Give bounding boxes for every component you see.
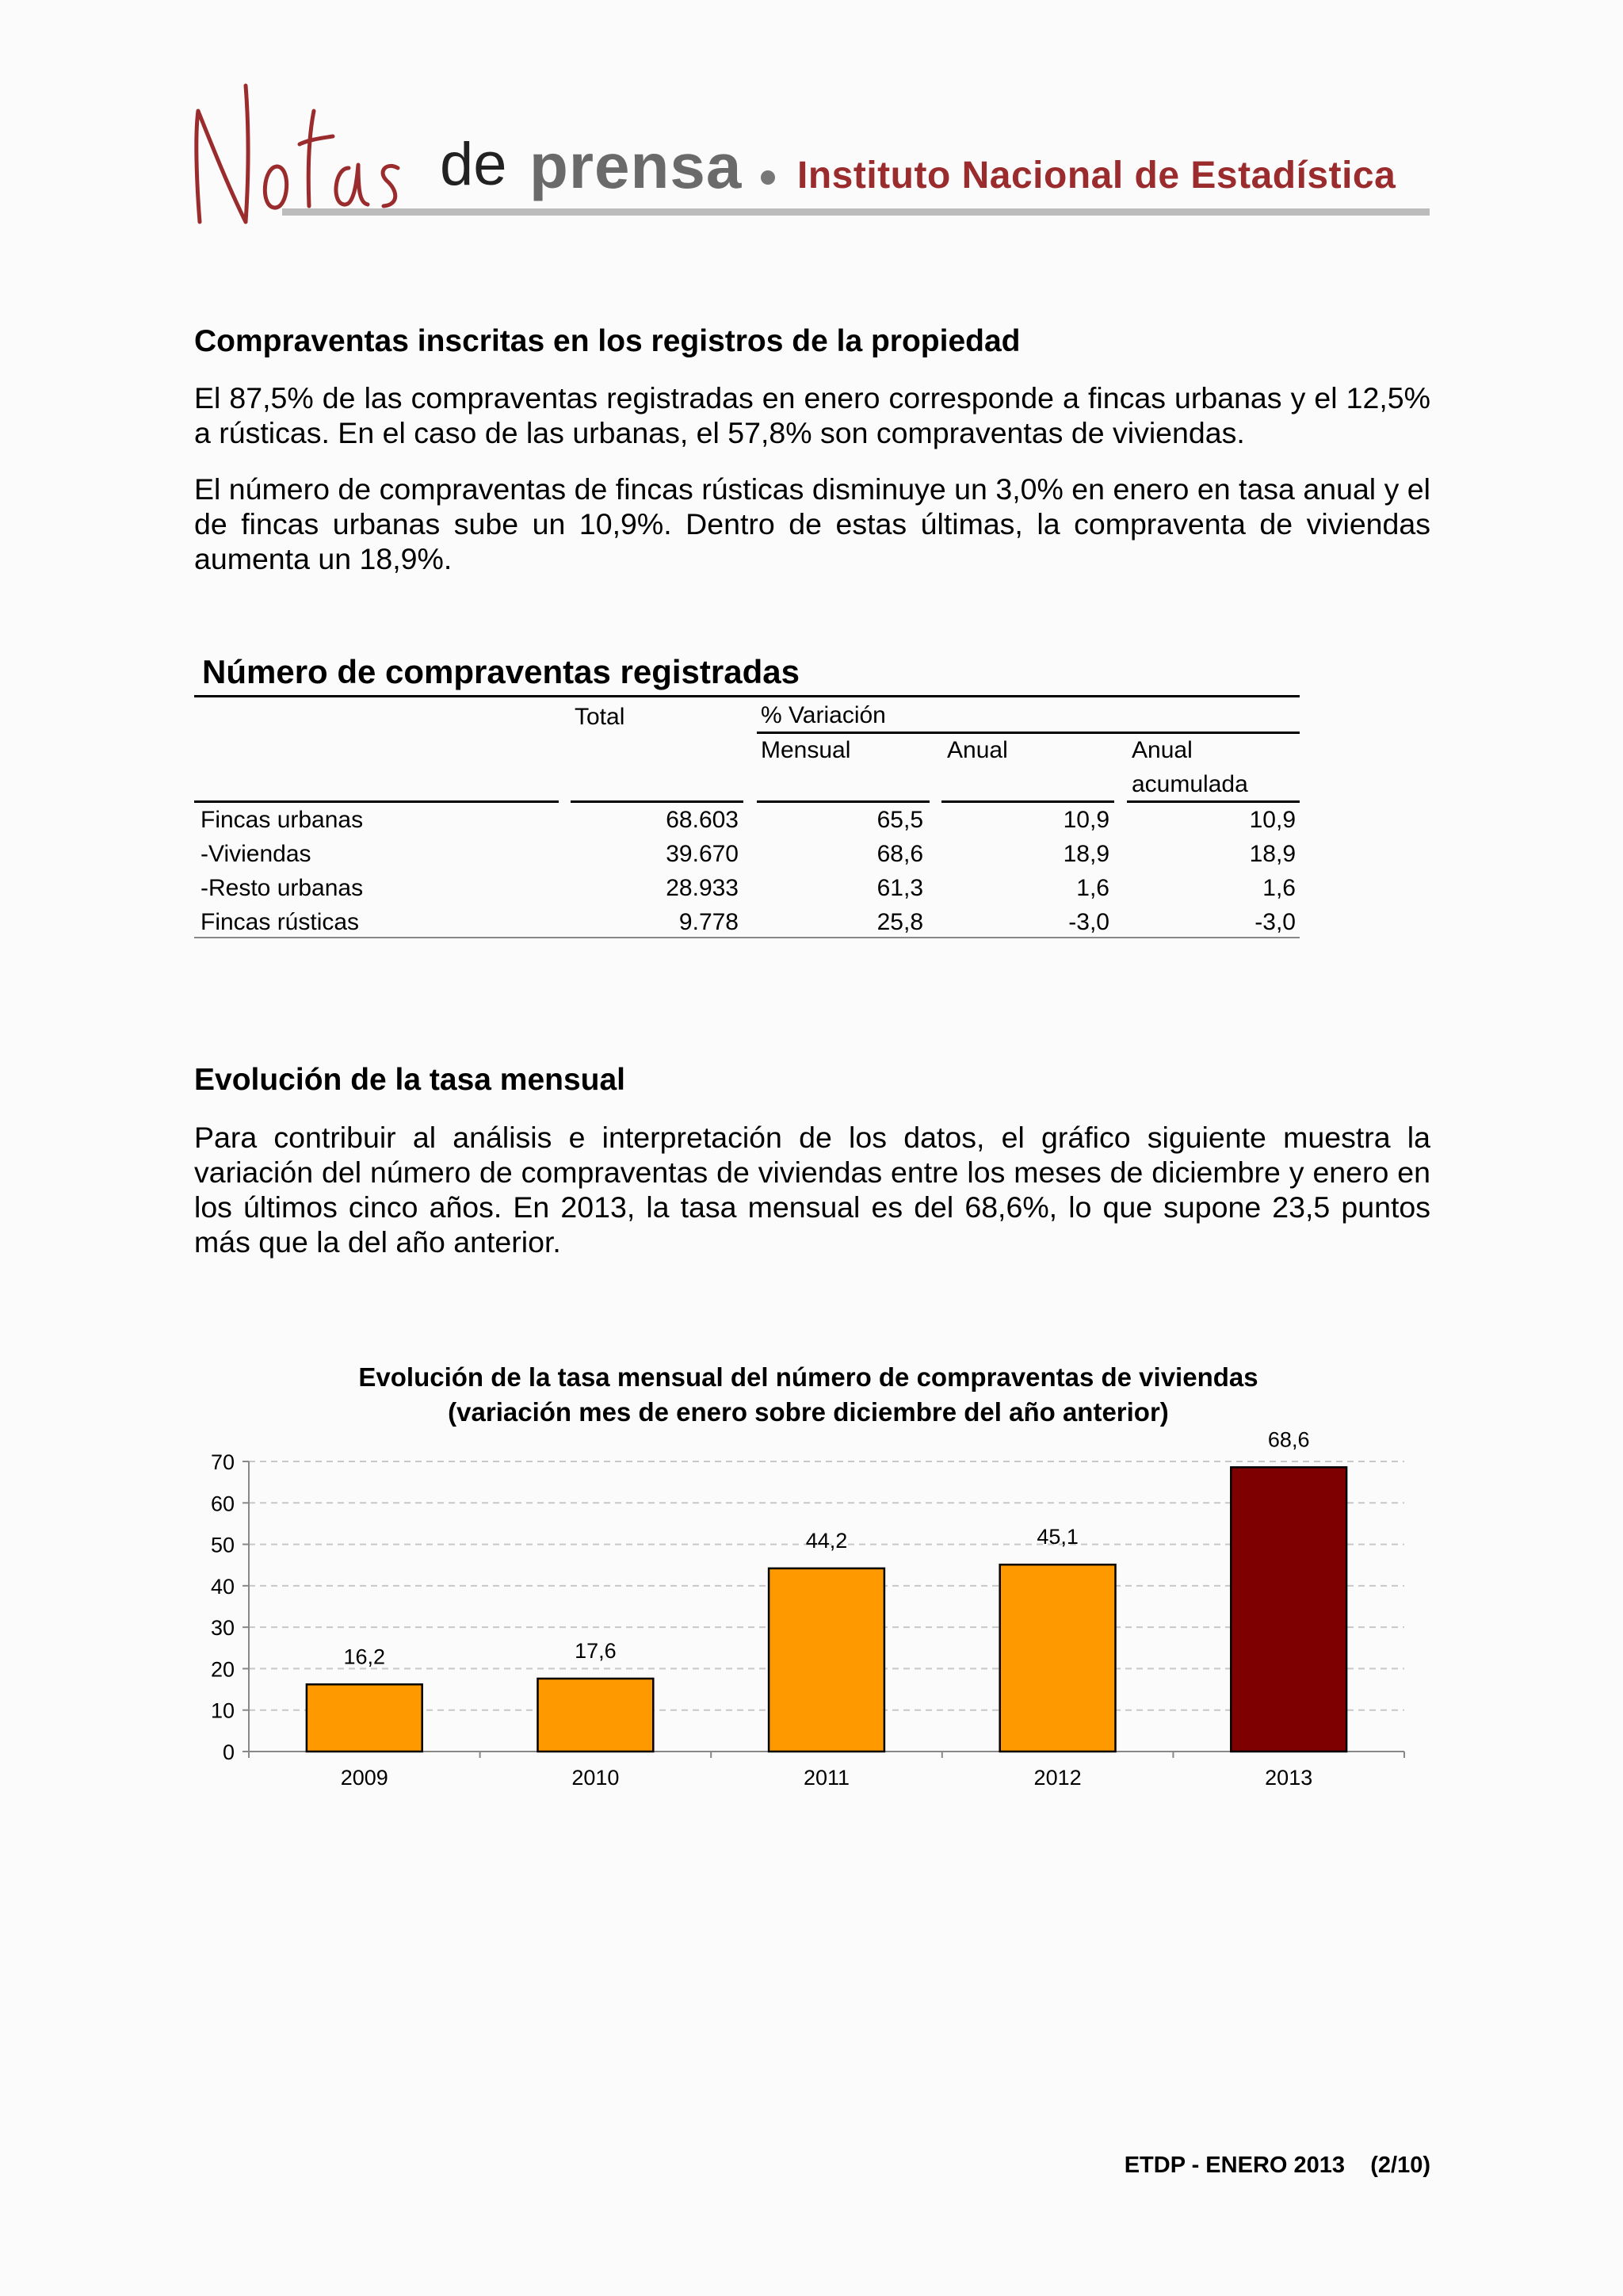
x-tick-label: 2013 (1265, 1766, 1313, 1790)
header-rule-acumulada (1127, 800, 1300, 803)
row-label: -Viviendas (200, 841, 311, 867)
y-tick-label: 40 (210, 1574, 235, 1599)
row-label: Fincas urbanas (200, 807, 364, 833)
x-tick-label: 2012 (1033, 1766, 1082, 1790)
table-bottom-rule (194, 937, 1300, 938)
data-label: 17,6 (575, 1638, 617, 1663)
bar-2013 (1231, 1467, 1346, 1752)
compraventas-table (194, 650, 1300, 943)
cell-mensual: 68,6 (876, 841, 923, 867)
header-rule-anual (941, 800, 1114, 803)
cell-anual: -3,0 (1068, 909, 1109, 935)
col-header-variacion: % Variación (761, 702, 886, 728)
col-header-total: Total (575, 704, 625, 730)
col-header-mensual: Mensual (761, 737, 851, 763)
x-tick-label: 2010 (571, 1766, 620, 1790)
paragraph-2: El número de compraventas de fincas rústicas disminuye un 3,0% en enero en tasa anual y el de fincas urbanas sube un 10,9%. Dentro de estas últimas, la compraventa de viviendas aumenta un 18,9%. (194, 472, 1430, 575)
header-rule (282, 208, 1430, 216)
cell-total: 68.603 (666, 807, 739, 833)
logo-prensa: prensa (529, 131, 743, 201)
paragraph-3: Para contribuir al análisis e interpretación de los datos, el gráfico siguiente muestra la variación del número de compraventas de viviendas entre los meses de diciembre y enero en los últimos cinco años. En 2013, la tasa mensual es del 68,6%, lo que supone 23,5 puntos más que la del año anterior. (194, 1121, 1430, 1259)
header-rule-mensual (757, 800, 930, 803)
y-tick-label: 0 (222, 1740, 235, 1764)
section-title-compraventas: Compraventas inscritas en los registros de la propiedad (194, 324, 1021, 358)
y-tick-label: 30 (210, 1616, 235, 1641)
cell-total: 9.778 (678, 909, 739, 935)
bar-2011 (769, 1568, 884, 1752)
table-title: Número de compraventas registradas (202, 653, 800, 690)
y-tick-label: 10 (210, 1698, 235, 1723)
row-label: -Resto urbanas (200, 875, 364, 901)
col-header-anual: Anual (947, 737, 1008, 763)
y-tick-label: 20 (210, 1657, 235, 1682)
data-label: 16,2 (343, 1645, 386, 1669)
x-tick-label: 2011 (803, 1766, 850, 1790)
bar-chart (190, 1347, 1426, 1807)
logo-de: de (440, 131, 507, 198)
data-label: 45,1 (1037, 1525, 1079, 1549)
cell-anual: 1,6 (1076, 875, 1109, 901)
bar-2012 (1000, 1564, 1116, 1752)
cell-mensual: 25,8 (876, 909, 923, 935)
variacion-rule (757, 732, 1300, 734)
data-label: 44,2 (805, 1528, 848, 1553)
institution-name: Instituto Nacional de Estadística (797, 155, 1396, 197)
cell-anual: 18,9 (1063, 841, 1109, 867)
row-label: Fincas rústicas (200, 909, 360, 935)
cell-anual: 10,9 (1063, 807, 1109, 833)
table-top-rule (194, 695, 1300, 697)
cell-acumulada: 18,9 (1249, 841, 1296, 867)
y-tick-label: 70 (210, 1450, 235, 1474)
col-header-anual-acumulada-1: Anual (1132, 737, 1193, 763)
chart-plot (190, 1347, 1426, 1807)
cell-total: 39.670 (666, 841, 739, 867)
chart-subtitle: (variación mes de enero sobre diciembre del año anterior) (448, 1397, 1169, 1427)
y-tick-label: 50 (210, 1533, 235, 1557)
col-header-anual-acumulada-2: acumulada (1132, 771, 1248, 797)
cell-acumulada: 10,9 (1249, 807, 1296, 833)
cell-acumulada: 1,6 (1262, 875, 1296, 901)
bar-2010 (538, 1679, 654, 1752)
cell-total: 28.933 (666, 875, 739, 901)
header-rule-label (194, 800, 559, 803)
cell-mensual: 61,3 (876, 875, 923, 901)
header-rule-total (571, 800, 743, 803)
page-footer: ETDP - ENERO 2013 (2/10) (1124, 2153, 1430, 2178)
data-label: 68,6 (1267, 1427, 1310, 1452)
bar-2009 (307, 1684, 422, 1752)
bullet-dot-icon (761, 170, 775, 185)
paragraph-1: El 87,5% de las compraventas registradas en enero corresponde a fincas urbanas y el 12,5% a rústicas. En el caso de las urbanas, el 57,8% son compraventas de viviendas. (194, 381, 1430, 449)
x-tick-label: 2009 (340, 1766, 388, 1790)
masthead (0, 0, 1623, 238)
section-title-evolucion: Evolución de la tasa mensual (194, 1063, 626, 1097)
cell-mensual: 65,5 (876, 807, 923, 833)
y-tick-label: 60 (210, 1492, 235, 1516)
chart-title: Evolución de la tasa mensual del número de compraventas de viviendas (358, 1362, 1258, 1392)
cell-acumulada: -3,0 (1254, 909, 1296, 935)
